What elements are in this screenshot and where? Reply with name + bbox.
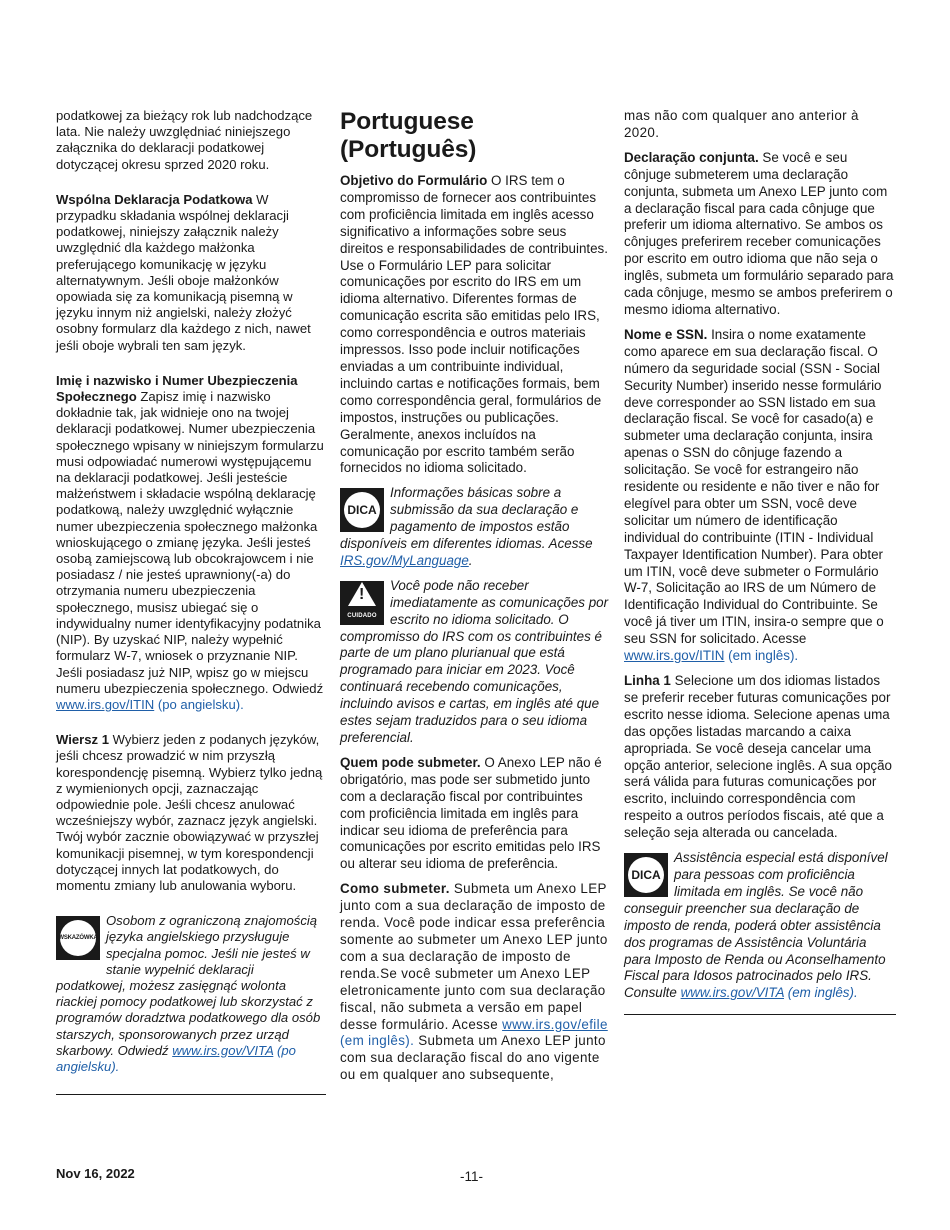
tip-icon: DICA [344,492,380,528]
paragraph-name-ssn: Imię i nazwisko i Numer Ubezpieczenia Społecznego Zapisz imię i nazwisko dokładnie tak, jak widnieje ono na twojej deklaracji podatkowej. Numer ubezpieczenia społecznego wpisany w niniejszym formularzu musi odpowiadać numerowi występującemu na deklaracji podatkowej. Jeśli jesteście małżeństwem i składacie wspólną deklarację podatkową, należy uwzględnić wyłącznie numer ubezpieczenia społecznego małżonka wnioskującego o zmianę języka. Jeśli jesteś osobą zamiejscową lub obcokrajowcem i nie posiadasz / nie jesteś uprawniony(-a) do otrzymania numeru ubezpieczenia społecznego, musisz ubiegać się o indywidualny numer identyfikacyjny podatnika (NIP). By uzyskać NIP, należy wypełnić formularz W-7, wniosek o przyznanie NIP. Jeśli posiadasz już NIP, wpisz go w miejscu numeru ubezpieczenia społecznego. Odwiedź www.irs.gov/ITIN (po angielsku). [56,372,324,712]
tip-icon: WSKAZÓWKA [60,920,96,956]
tip-note: WSKAZÓWKA Osobom z ograniczoną znajomością języka angielskiego przysługuje specjalna pomoc. Jeśli nie jesteś w stanie wypełnić deklaracji podatkowej, możesz zasięgnąć wolonta riackiej pomocy podatkowej lub skorzystać z programów doradztwa podatkowego dla osób starszych, sponsorowanych przez urząd skarbowy. Odwiedź www.irs.gov/VITA (po angielsku). [56,913,321,1074]
itin-link[interactable]: www.irs.gov/ITIN [624,648,725,664]
itin-link[interactable]: www.irs.gov/ITIN [56,696,155,712]
paragraph-heading: Linha 1 [624,673,671,688]
vita-link[interactable]: www.irs.gov/VITA [172,1042,274,1058]
paragraph-name-ssn: Nome e SSN. Insira o nome exatamente como aparece em sua declaração fiscal. O número da seguridade social (SSN - Social Security Number) inserido nesse formulário deve corresponder ao SSN listado em sua declaração fiscal. Se você for casado(a) e submeter uma declaração conjunta, insira apenas o SSN do cônjuge fazendo a solicitação. Se você for estrangeiro não residente ou residente e não tiver e não for elegível para obter um SSN, você deve solicitar um número de identificação individual do contribuinte (ITIN - Individual Taxpayer Identification Number). Para obter um ITIN, você deve submeter o Formulário W-7, Solicitação ao IRS de um Número de Identificação Individual do Contribuinte. Se você já tiver um ITIN, insira-o sempre que o seu SSN for solicitado. Acesse www.irs.gov/ITIN (em inglês). [624,326,884,664]
vita-link[interactable]: www.irs.gov/VITA [680,985,785,1001]
paragraph-joint-return: Declaração conjunta. Se você e seu cônjuge submeterem uma declaração conjunta, submeta um Anexo LEP junto com a declaração fiscal para cada cônjuge que preferir um idioma alternativo. Se ambos os cônjuges preferirem receber comunicações por escrito em outro idioma que não seja o inglês, submeta um formulário separado para cada cônjuge, mesmo se ambos preferirem o mesmo idioma alternativo. [624,149,894,317]
paragraph-heading: Imię i nazwisko i Numer Ubezpieczenia Społecznego [56,372,298,405]
caution-badge: ! CUIDADO [340,581,384,625]
paragraph-how-to-file-continued: mas não com qualquer ano anterior à 2020. [624,108,859,140]
caution-note: ! CUIDADO Você pode não receber imediatamente as comunicações por escrito no idioma solicitado. O compromisso do IRS com os contribuintes é parte de um plano plurianual que está programado para iniciar em 2023. Você continuará recebendo comunicações, incluindo avisos e cartas, em inglês até que estes sejam traduzidos para o seu idioma preferencial. [340,577,609,745]
paragraph-purpose: Objetivo do Formulário O IRS tem o compromisso de fornecer aos contribuintes com proficiência limitada em inglês acesso significativo a informações sobre seus direitos e responsabilidades de contribuintes. Use o Formulário LEP para solicitar comunicações por escrito do IRS em um idioma alternativo. Diferentes formas de comunicação escrita são emitidas pelo IRS, como correspondência e outros materiais impressos. Isso pode incluir notificações enviadas a um contribuinte individual, incluindo cartas e notificações formais, bem como correspondência geral, formulários de impostos, instruções ou publicações. Geralmente, anexos incluídos na comunicação por escrito também serão fornecidos no idioma solicitado. [340,173,608,476]
tip-icon: DICA [628,857,664,893]
tip-note: DICA Informações básicas sobre a submissão da sua declaração e pagamento de impostos estão disponíveis em diferentes idiomas. Acesse IRS.gov/MyLanguage. [340,485,593,568]
section-title: Portuguese (Português) [340,108,477,163]
paragraph-heading: Como submeter. [340,881,450,897]
warning-triangle-icon: ! [348,582,376,606]
paragraph-heading: Wspólna Deklaracja Podatkowa [56,191,253,207]
paragraph-joint-return: Wspólna Deklaracja Podatkowa W przypadku składania wspólnej deklaracji podatkowej, niniejszy załącznik należy uwzględnić dla każdego małżonka preferującego komunikację w języku alternatywnym. Jeśli oboje małżonków opowiada się za komunikacją pisemną w języku innym niż angielski, należy złożyć osobny formularz dla każdego z nich, nawet jeśli oboje wybrali ten sam język. [56,191,311,353]
page-number: -11- [460,1169,484,1184]
tip-note: DICA Assistência especial está disponível para pessoas com proficiência limitada em inglês. Se você não conseguir preencher sua declaração de imposto de renda, poderá obter assistência dos programas de Assistência Voluntária para Imposto de Renda ou Aconselhamento Fiscal para Idosos patrocinados pelo IRS. Consulte www.irs.gov/VITA (em inglês). [624,850,888,1001]
tip-badge [56,916,100,960]
efile-link[interactable]: www.irs.gov/efile [502,1016,608,1032]
paragraph-how-to-file: Como submeter. Submeta um Anexo LEP junto com a sua declaração de imposto de renda. Você pode indicar essa preferência somente ao submeter um Anexo LEP junto com a sua declaração de imposto de renda.Se você submeter um Anexo LEP eletronicamente junto com sua declaração fiscal, não submeta a versão em papel desse formulário. Acesse www.irs.gov/efile (em inglês). Submeta um Anexo LEP junto com sua declaração fiscal do ano vigente ou em qualquer ano subsequente, [340,881,608,1083]
revision-date: Nov 16, 2022 [56,1166,135,1181]
paragraph-line-1: Wiersz 1 Wybierz jeden z podanych języków, jeśli chcesz prowadzić w nim przyszłą korespondencję pisemną. Wybierz tylko jedną z wymienionych opcji, zaznaczając odpowiednie pole. Jeśli chcesz anulować wcześniejszy wybór, zaznacz język angielski. Twój wybór zacznie obowiązywać w przyszłej komunikacji pisemnej, w tym korespondencji dotyczącej innych lat podatkowych, do momentu zmiany lub anulowania wyboru. [56,732,323,893]
tip-badge [340,488,384,532]
column-portuguese-right [624,108,896,1015]
section-divider [624,1014,896,1015]
paragraph-intro-continued: podatkowej za bieżący rok lub nadchodzące lata. Nie należy uwzględniać niniejszego załącznika do deklaracji podatkowej dotyczącej okresu sprzed 2020 roku. [56,108,313,172]
paragraph-who-may-file: Quem pode submeter. O Anexo LEP não é obrigatório, mas pode ser submetido junto com a declaração fiscal por contribuintes com proficiência limitada em inglês para indicar seu idioma de preferência para comunicações por escrito emitidas pelo IRS ou alterar seu idioma de preferência. [340,754,602,872]
section-divider [56,1094,326,1095]
paragraph-line-1: Linha 1 Selecione um dos idiomas listados se preferir receber futuras comunicações por escrito nesse idioma. Selecione apenas uma das opções listadas marcando a caixa apropriada. Se você deseja cancelar uma opção anterior, selecione inglês. A sua opção será válida para futuras comunicações por escrito, incluindo correspondência com respeito a outros períodos fiscais, até que a seleção seja alterada ou cancelada. [624,673,893,841]
tip-badge [624,853,668,897]
paragraph-heading: Declaração conjunta. [624,149,759,165]
column-portuguese-left [340,108,610,1092]
paragraph-heading: Quem pode submeter. [340,754,481,770]
paragraph-heading: Objetivo do Formulário [340,173,488,188]
paragraph-heading: Wiersz 1 [56,732,110,748]
column-polish [56,108,326,1095]
paragraph-heading: Nome e SSN. [624,326,708,342]
mylanguage-link[interactable]: IRS.gov/MyLanguage [340,552,469,568]
